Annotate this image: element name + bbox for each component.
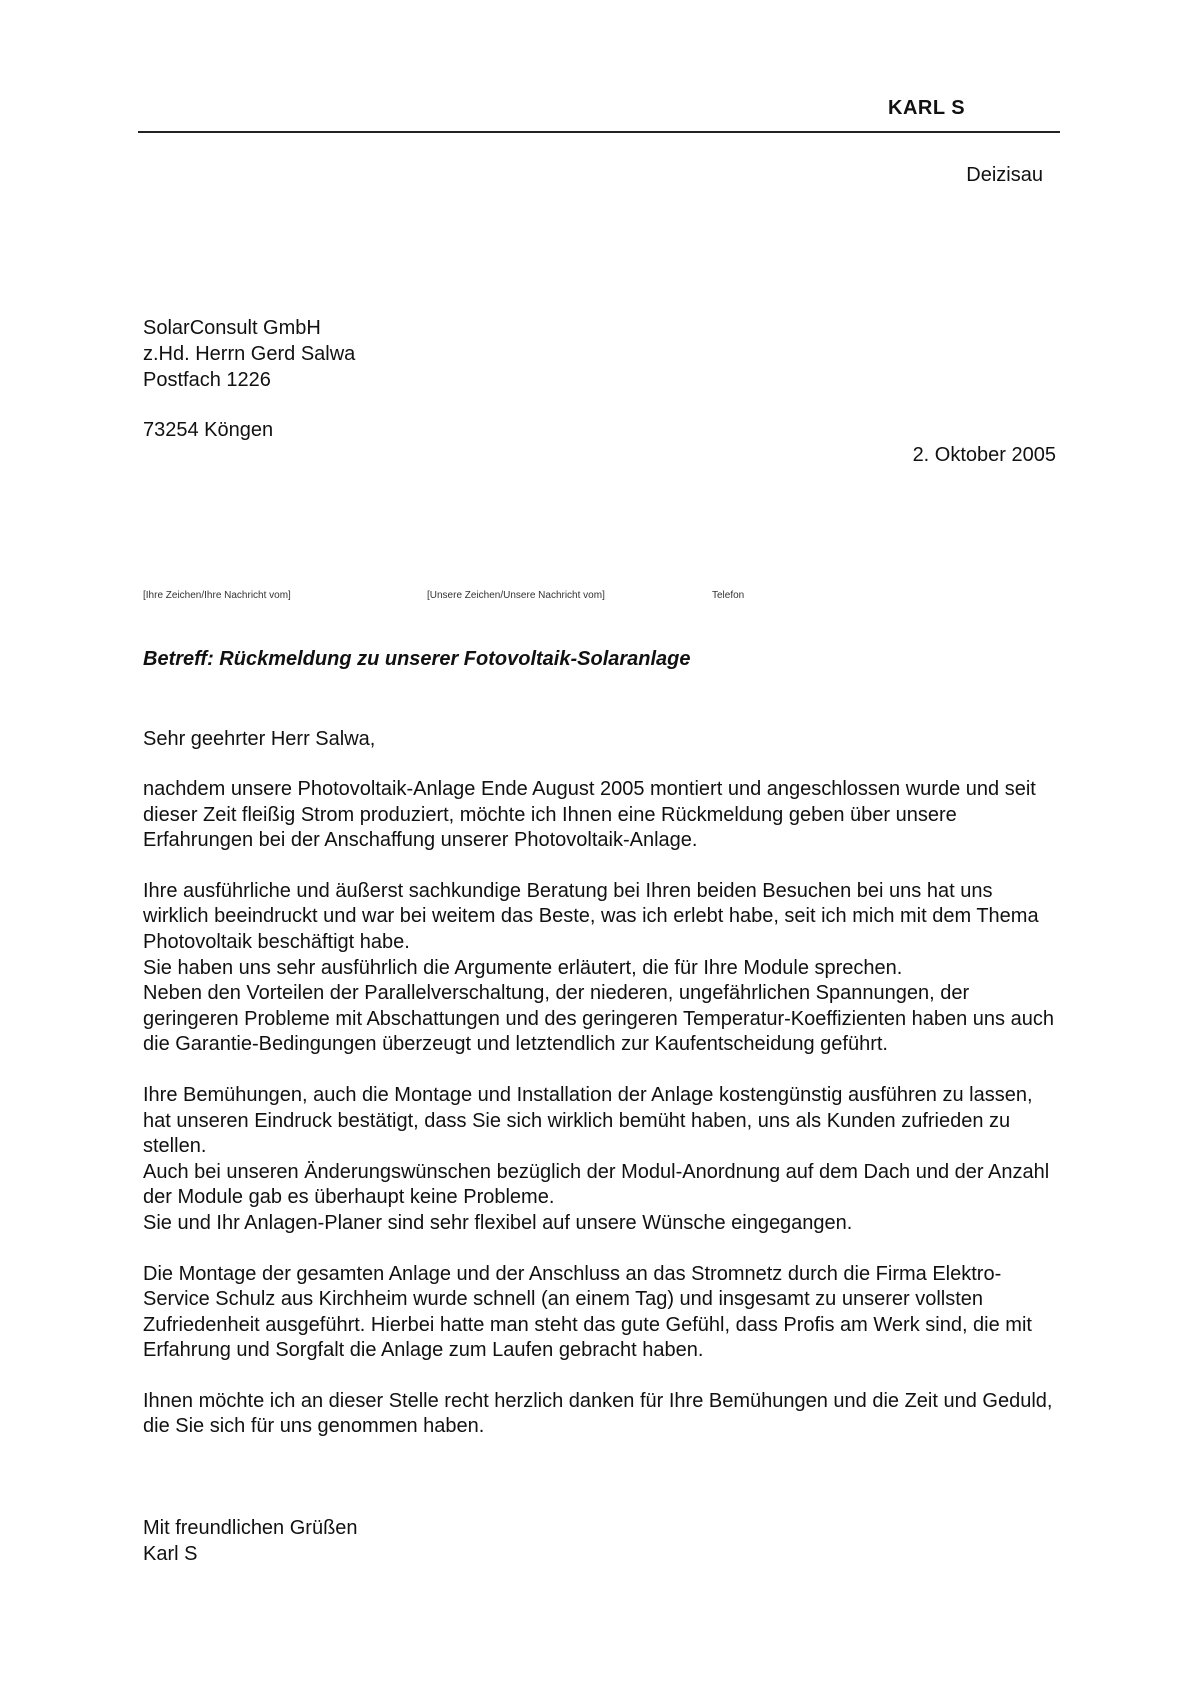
body-paragraph: Ihre ausführliche und äußerst sachkundige Beratung bei Ihren beiden Besuchen bei uns hat uns wirklich beeindruckt und war bei weitem das Beste, was ich erlebt habe, seit ich mich mit dem Thema Photovoltaik beschäftigt habe. Sie haben uns sehr ausführlich die Argumente erläutert, die für Ihre Module sprechen. Neben den Vorteilen der Parallelverschaltung, der niederen, ungefährlichen Spannungen, der geringeren Probleme mit Abschattungen und des geringeren Temperatur-Koeffizienten haben uns auch die Garantie-Bedingungen überzeugt und letztendlich zur Kaufentscheidung geführt. — [143, 879, 1054, 1056]
recipient-line-attention: z.Hd. Herrn Gerd Salwa — [143, 343, 356, 365]
reference-label-ours: [Unsere Zeichen/Unsere Nachricht vom] — [427, 590, 605, 601]
reference-label-yours: [Ihre Zeichen/Ihre Nachricht vom] — [143, 590, 291, 601]
letter-body — [143, 777, 1060, 1465]
body-paragraph: Ihre Bemühungen, auch die Montage und Installation der Anlage kostengünstig ausführen zu lassen, hat unseren Eindruck bestätigt, dass Sie sich wirklich bemüht haben, uns als Kunden zufrieden zu stellen. Auch bei unseren Änderungswünschen bezüglich der Modul-Anordnung auf dem Dach und der Anzahl der Module gab es überhaupt keine Probleme. Sie und Ihr Anlagen-Planer sind sehr flexibel auf unsere Wünsche eingegangen. — [143, 1083, 1050, 1234]
sender-name: KARL S — [888, 97, 966, 119]
closing-signature: Karl S — [143, 1543, 198, 1565]
sender-city: Deizisau — [966, 164, 1043, 186]
body-paragraph: nachdem unsere Photovoltaik-Anlage Ende August 2005 montiert und angeschlossen wurde und seit dieser Zeit fleißig Strom produziert, möchte ich Ihnen eine Rückmeldung geben über unsere Erfahrungen bei der Anschaffung unserer Photovoltaik-Anlage. — [143, 778, 1036, 852]
header-divider — [138, 131, 1060, 133]
recipient-address — [143, 315, 355, 443]
closing-greeting: Mit freundlichen Grüßen — [143, 1517, 358, 1539]
body-paragraph: Ihnen möchte ich an dieser Stelle recht herzlich danken für Ihre Bemühungen und die Zeit und Geduld, die Sie sich für uns genommen haben. — [143, 1389, 1053, 1438]
body-paragraph: Die Montage der gesamten Anlage und der Anschluss an das Stromnetz durch die Firma Elektro-Service Schulz aus Kirchheim wurde schnell (an einem Tag) und insgesamt zu unserer vollsten Zufriedenheit ausgeführt. Hierbei hatte man steht das gute Gefühl, dass Profis am Werk sind, die mit Erfahrung und Sorgfalt die Anlage zum Laufen gebracht haben. — [143, 1262, 1032, 1362]
recipient-line-pobox: Postfach 1226 — [143, 369, 271, 391]
letter-date: 2. Oktober 2005 — [912, 444, 1056, 466]
reference-label-phone: Telefon — [712, 590, 745, 601]
letter-salutation: Sehr geehrter Herr Salwa, — [143, 728, 376, 750]
recipient-line-city: 73254 Köngen — [143, 419, 274, 441]
letter-subject: Betreff: Rückmeldung zu unserer Fotovoltaik-Solaranlage — [143, 648, 691, 670]
letter-closing — [143, 1515, 358, 1567]
recipient-line-company: SolarConsult GmbH — [143, 317, 321, 339]
